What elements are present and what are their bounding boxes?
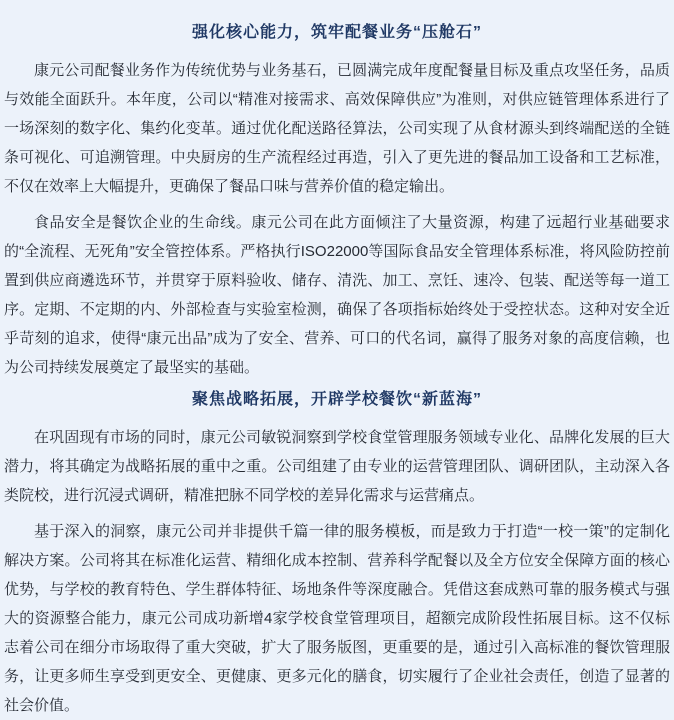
section-heading-strategic-expansion: 聚焦战略拓展，开辟学校餐饮“新蓝海” bbox=[191, 391, 482, 408]
paragraph-school-market-insight: 在巩固现有市场的同时，康元公司敏锐洞察到学校食堂管理服务领域专业化、品牌化发展的巨大潜力，将其确定为战略拓展的重中之重。公司组建了由专业的运营管理团队、调研团队，主动深入各类院校，进行沉浸式调研，精准把脉不同学校的差异化需求与运营痛点。 bbox=[4, 429, 670, 504]
section-heading-core-capability: 强化核心能力，筑牢配餐业务“压舱石” bbox=[191, 24, 482, 41]
paragraph-customized-solutions: 基于深入的洞察，康元公司并非提供千篇一律的服务模板，而是致力于打造“一校一策”的定制化解决方案。公司将其在标准化运营、精细化成本控制、营养科学配餐以及全方位安全保障方面的核心优势，与学校的教育特色、学生群体特征、场地条件等深度融合。凭借这套成熟可靠的服务模式与强大的资源整合能力，康元公司成功新增4家学校食堂管理项目，超额完成阶段性拓展目标。这不仅标志着公司在细分市场取得了重大突破，扩大了服务版图，更重要的是，通过引入高标准的餐饮管理服务，让更多师生享受到更安全、更健康、更多元化的膳食，切实履行了企业社会责任，创造了显著的社会价值。 bbox=[4, 523, 670, 714]
paragraph-catering-business: 康元公司配餐业务作为传统优势与业务基石，已圆满完成年度配餐量目标及重点攻坚任务，品质与效能全面跃升。本年度，公司以“精准对接需求、高效保障供应”为准则，对供应链管理体系进行了一场深刻的数字化、集约化变革。通过优化配送路径算法，公司实现了从食材源头到终端配送的全链条可视化、可追溯管理。中央厨房的生产流程经过再造，引入了更先进的餐品加工设备和工艺标准，不仅在效率上大幅提升，更确保了餐品口味与营养价值的稳定输出。 bbox=[4, 62, 670, 195]
paragraph-food-safety: 食品安全是餐饮企业的生命线。康元公司在此方面倾注了大量资源，构建了远超行业基础要求的“全流程、无死角”安全管控体系。严格执行ISO22000等国际食品安全管理体系标准，将风险防控前置到供应商遴选环节，并贯穿于原料验收、储存、清洗、加工、烹饪、速冷、包装、配送等每一道工序。定期、不定期的内、外部检查与实验室检测，确保了各项指标始终处于受控状态。这种对安全近乎苛刻的追求，使得“康元出品”成为了安全、营养、可口的代名词，赢得了服务对象的高度信赖，也为公司持续发展奠定了最坚实的基础。 bbox=[4, 214, 670, 376]
